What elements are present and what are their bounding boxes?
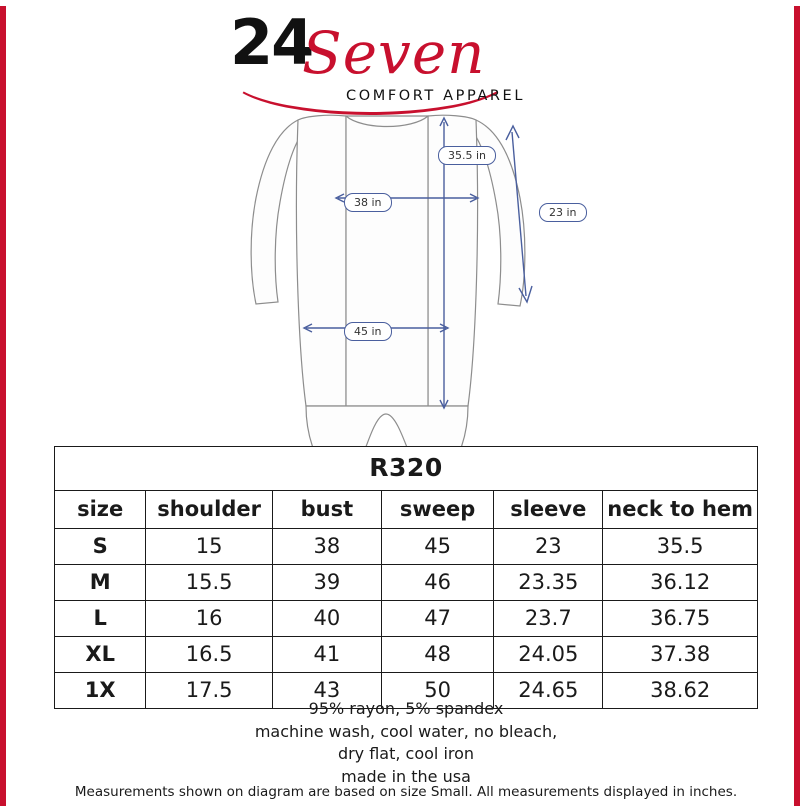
cell-sleeve: 23	[494, 529, 603, 565]
style-number: R320	[55, 447, 758, 491]
cell-shoulder: 15.5	[146, 565, 273, 601]
cell-shoulder: 16	[146, 601, 273, 637]
cell-sweep: 47	[381, 601, 493, 637]
garment-diagram	[6, 106, 800, 446]
column-header-sleeve: sleeve	[494, 491, 603, 529]
cell-shoulder: 17.5	[146, 673, 273, 709]
cell-neck-to-hem: 38.62	[603, 673, 758, 709]
size-chart-table	[54, 446, 758, 709]
table-row	[55, 637, 758, 673]
callout-sweep: 45 in	[344, 322, 392, 341]
table-row	[55, 601, 758, 637]
cell-sweep: 45	[381, 529, 493, 565]
cell-neck-to-hem: 36.12	[603, 565, 758, 601]
callout-neck-to-hem: 35.5 in	[438, 146, 496, 165]
table-row	[55, 565, 758, 601]
cell-sweep: 50	[381, 673, 493, 709]
column-header-neck-to-hem: neck to hem	[603, 491, 758, 529]
column-header-sweep: sweep	[381, 491, 493, 529]
care-instructions	[6, 698, 800, 789]
care-line-dry: dry flat, cool iron	[337, 744, 475, 764]
cell-bust: 40	[272, 601, 381, 637]
cell-sleeve: 23.7	[494, 601, 603, 637]
table-row	[55, 529, 758, 565]
logo-tagline: COMFORT APPAREL	[346, 88, 526, 104]
table-row-style	[55, 447, 758, 491]
care-line-origin: made in the usa	[341, 767, 471, 787]
cell-sweep: 48	[381, 637, 493, 673]
measurement-note: Measurements shown on diagram are based on size Small. All measurements displayed in inches.	[74, 784, 738, 800]
column-header-shoulder: shoulder	[146, 491, 273, 529]
cell-bust: 38	[272, 529, 381, 565]
cell-neck-to-hem: 35.5	[603, 529, 758, 565]
size-chart-page	[0, 6, 800, 806]
cell-size: L	[55, 601, 146, 637]
cell-bust: 43	[272, 673, 381, 709]
cell-sleeve: 24.05	[494, 637, 603, 673]
cell-sweep: 46	[381, 565, 493, 601]
cell-size: XL	[55, 637, 146, 673]
cell-shoulder: 16.5	[146, 637, 273, 673]
column-header-bust: bust	[272, 491, 381, 529]
cell-shoulder: 15	[146, 529, 273, 565]
garment-illustration-svg	[6, 106, 800, 446]
column-header-size: size	[55, 491, 146, 529]
cell-size: 1X	[55, 673, 146, 709]
care-line-wash: machine wash, cool water, no bleach,	[254, 721, 558, 741]
cell-size: M	[55, 565, 146, 601]
logo-number: 24	[230, 6, 313, 79]
callout-sleeve: 23 in	[539, 203, 587, 222]
size-chart-table-wrap	[54, 446, 758, 709]
cell-bust: 39	[272, 565, 381, 601]
logo-script-word: Seven	[302, 19, 486, 87]
callout-bust: 38 in	[344, 193, 392, 212]
cell-size: S	[55, 529, 146, 565]
cell-bust: 41	[272, 637, 381, 673]
care-line-fabric: 95% rayon, 5% spandex	[308, 699, 504, 718]
cell-neck-to-hem: 37.38	[603, 637, 758, 673]
cell-neck-to-hem: 36.75	[603, 601, 758, 637]
table-header-row	[55, 491, 758, 529]
cell-sleeve: 23.35	[494, 565, 603, 601]
brand-logo	[6, 6, 794, 116]
cell-sleeve: 24.65	[494, 673, 603, 709]
